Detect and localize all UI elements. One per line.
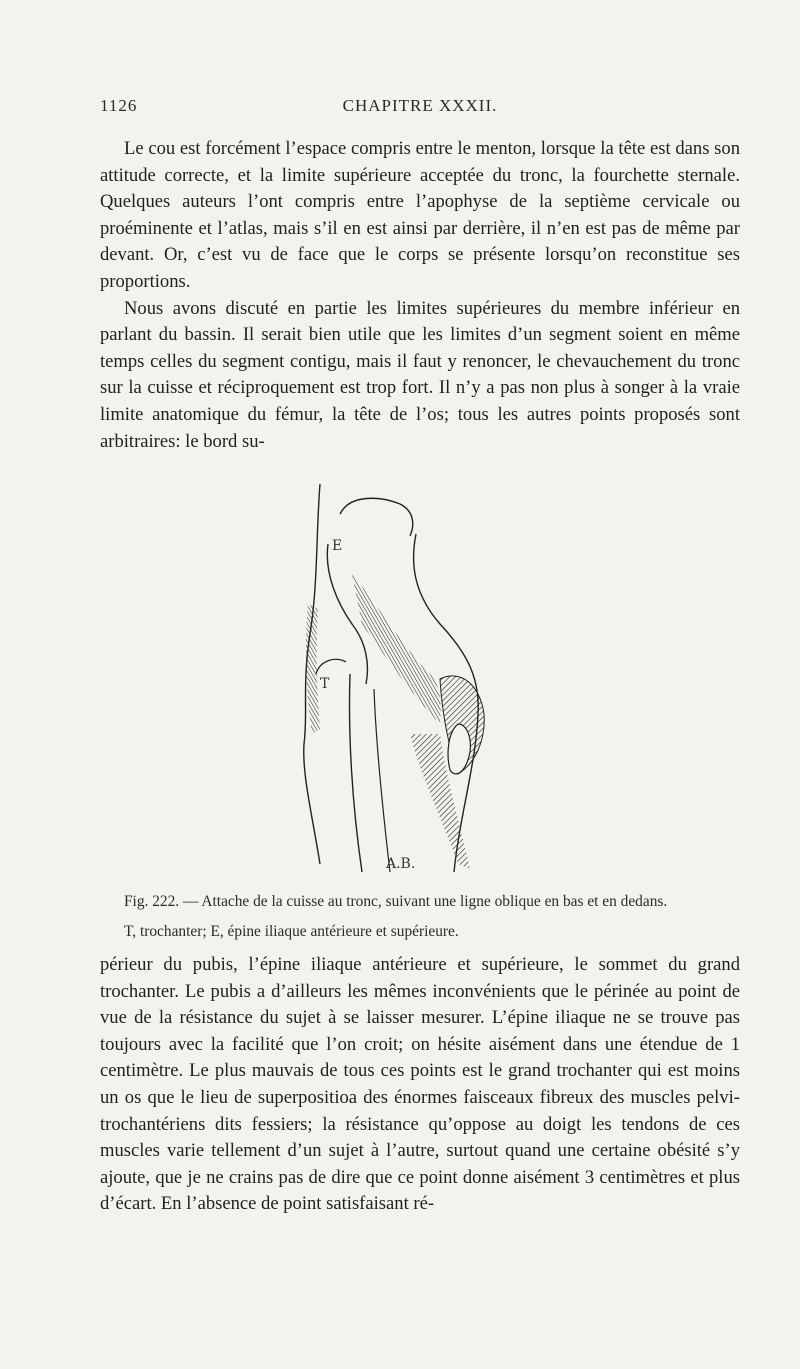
paragraph-limits: Nous avons discuté en partie les limites supérieures du membre inférieur en parlant du bassin. Il serait bien utile que les limites d’un segment soient en même temps celles du segment contigu, mais il faut y renoncer, le chevauchement du tronc sur la cuisse et réciproquement est trop fort. Il n’y a pas non plus à songer à la vraie limite anatomique du fémur, la tête de l’os; tous les autres points proposés sont arbitraires: le bord su- (100, 297, 740, 452)
femur-shaft (350, 674, 363, 872)
artist-signature: A.B. (386, 856, 416, 872)
femur-shaft-inner (374, 689, 390, 872)
paragraph-neck: Le cou est forcément l’espace compris entre le menton, lorsque la tête est dans son attitude correcte, et la limite supérieure acceptée du tronc, la fourchette sternale. Quelques auteurs l’ont compris entre l’apophyse de la septième cervicale ou proéminente et l’atlas, mais s’il en est ainsi par derrière, il n’en est pas de même par devant. Or, c’est vu de face que le corps se présente lorsqu’on reconstitue ses proportions. (100, 138, 740, 292)
trochanter-contour (316, 659, 346, 674)
paragraph-points: périeur du pubis, l’épine iliaque antérieure et supérieure, le sommet du grand trochanter. Le pubis a d’ailleurs les mêmes inconvénients que le périnée au point de vue de la résistance du sujet à se laisser mesurer. L’épine iliaque ne se trouve pas toujours avec la facilité que l’on croit; on hésite aisément dans une étendue de 1 centimètre. Le plus mauvais de tous ces points est le grand trochanter qui est moins un os que le lieu de superpositioa des énormes faisceaux fibreux des muscles pelvi-trochantériens dits fessiers; la résistance qu’oppose au doigt les tendons de ces muscles varie tellement d’un sujet à l’autre, surtout quand une certaine obésité s’y ajoute, que je ne crains pas de dire que ce point donne aisément 3 centimètres et plus d’écart. En l’absence de point satisfaisant ré- (100, 954, 740, 1215)
running-head: CHAPITRE XXXII. (342, 96, 498, 115)
page-header (100, 96, 740, 120)
iliac-crest (340, 498, 413, 536)
figure-caption: Fig. 222. — Attache de la cuisse au tronc, suivant une ligne oblique en bas et en dedans. (124, 893, 668, 910)
body-text-top (100, 136, 740, 455)
body-text-bottom (100, 952, 740, 1218)
figure-hip-drawing (290, 474, 530, 874)
figure-legend: T, trochanter; E, épine iliaque antérieure et supérieure. (124, 923, 459, 940)
hip-thigh-illustration (290, 474, 530, 874)
label-t: T (320, 676, 330, 692)
label-e: E (332, 538, 343, 554)
page-number: 1126 (100, 96, 138, 115)
